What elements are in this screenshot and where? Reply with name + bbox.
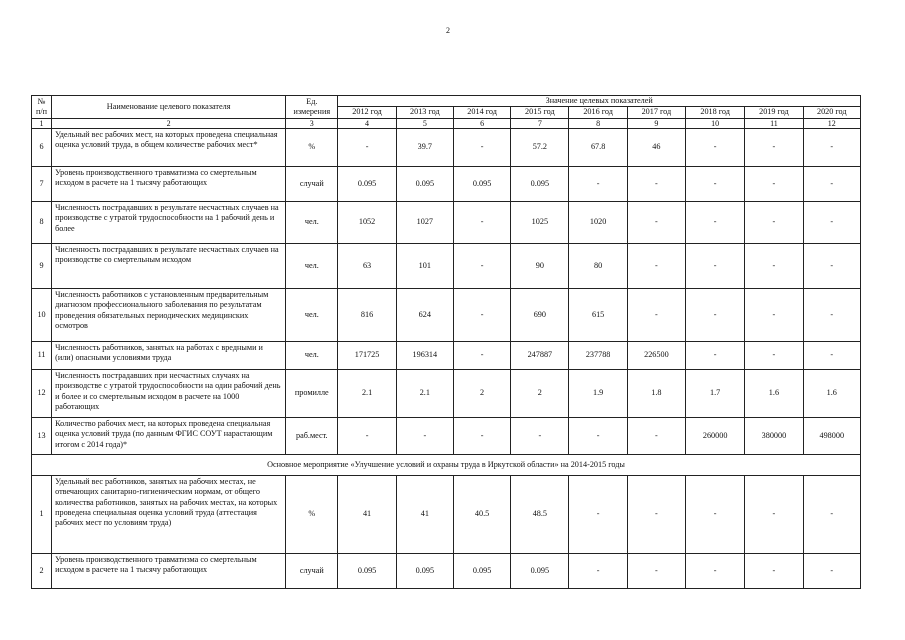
value-cell: - — [569, 553, 627, 588]
header-num: № п/п — [32, 96, 52, 119]
value-cell: - — [803, 243, 860, 288]
value-cell: - — [627, 553, 685, 588]
value-cell: - — [803, 128, 860, 166]
value-cell: 171725 — [338, 341, 396, 369]
value-cell: - — [453, 128, 510, 166]
table-row — [32, 201, 861, 243]
page-number: 2 — [446, 26, 450, 35]
section-row — [32, 454, 861, 475]
indicator-name: Численность пострадавших в результате несчастных случаев на производстве со смертельным исходом — [52, 243, 286, 288]
value-cell: - — [803, 201, 860, 243]
header-name: Наименование целевого показателя — [52, 96, 286, 119]
value-cell: 41 — [396, 475, 453, 553]
unit: чел. — [286, 288, 338, 341]
value-cell: 1052 — [338, 201, 396, 243]
row-number: 2 — [32, 553, 52, 588]
row-number: 8 — [32, 201, 52, 243]
value-cell: 380000 — [745, 417, 803, 454]
value-cell: - — [338, 417, 396, 454]
value-cell: 63 — [338, 243, 396, 288]
row-number: 11 — [32, 341, 52, 369]
column-number: 8 — [569, 118, 627, 128]
indicator-name: Уровень производственного травматизма со смертельным исходом в расчете на 1 тысячу работающих — [52, 553, 286, 588]
header-year: 2014 год — [453, 107, 510, 118]
row-number: 13 — [32, 417, 52, 454]
value-cell: 46 — [627, 128, 685, 166]
indicator-name: Удельный вес работников, занятых на рабочих местах, не отвечающих санитарно-гигиеническим нормам, от общего количества работников, занятых на рабочих местах, на которых проведена специальная оценка условий труда (аттестация рабочих мест по условиям труда) — [52, 475, 286, 553]
value-cell: 0.095 — [511, 553, 569, 588]
column-number: 1 — [32, 118, 52, 128]
header-year: 2016 год — [569, 107, 627, 118]
value-cell: 1025 — [511, 201, 569, 243]
column-number: 10 — [686, 118, 745, 128]
value-cell: 0.095 — [396, 166, 453, 201]
value-cell: 0.095 — [511, 166, 569, 201]
indicator-name: Численность пострадавших при несчастных случаях на производстве с утратой трудоспособности на один рабочий день и более и со смертельным исходом в расчете на 1000 работающих — [52, 369, 286, 417]
header-year: 2019 год — [745, 107, 803, 118]
value-cell: 690 — [511, 288, 569, 341]
value-cell: - — [569, 166, 627, 201]
unit: чел. — [286, 341, 338, 369]
value-cell: - — [745, 128, 803, 166]
value-cell: 2 — [453, 369, 510, 417]
row-number: 1 — [32, 475, 52, 553]
value-cell: 0.095 — [338, 553, 396, 588]
value-cell: - — [803, 166, 860, 201]
value-cell: - — [686, 243, 745, 288]
value-cell: 615 — [569, 288, 627, 341]
value-cell: - — [686, 166, 745, 201]
value-cell: 1.6 — [803, 369, 860, 417]
value-cell: 67.8 — [569, 128, 627, 166]
target-indicators-table — [31, 95, 861, 589]
value-cell: 237788 — [569, 341, 627, 369]
value-cell: 2 — [511, 369, 569, 417]
column-number: 5 — [396, 118, 453, 128]
header-year: 2012 год — [338, 107, 396, 118]
value-cell: - — [803, 553, 860, 588]
table-row — [32, 128, 861, 166]
column-number: 3 — [286, 118, 338, 128]
row-number: 12 — [32, 369, 52, 417]
indicator-name: Уровень производственного травматизма со смертельным исходом в расчете на 1 тысячу работающих — [52, 166, 286, 201]
unit: промилле — [286, 369, 338, 417]
column-number: 9 — [627, 118, 685, 128]
value-cell: 0.095 — [453, 166, 510, 201]
column-number: 2 — [52, 118, 286, 128]
table-row — [32, 417, 861, 454]
value-cell: 2.1 — [338, 369, 396, 417]
section-title: Основное мероприятие «Улучшение условий и охраны труда в Иркутской области» на 2014-2015 годы — [32, 454, 861, 475]
header-year: 2020 год — [803, 107, 860, 118]
value-cell: 0.095 — [453, 553, 510, 588]
value-cell: 624 — [396, 288, 453, 341]
value-cell: 101 — [396, 243, 453, 288]
value-cell: 90 — [511, 243, 569, 288]
value-cell: 1.9 — [569, 369, 627, 417]
value-cell: - — [745, 341, 803, 369]
value-cell: - — [453, 341, 510, 369]
table-row — [32, 166, 861, 201]
value-cell: 1.8 — [627, 369, 685, 417]
column-number: 7 — [511, 118, 569, 128]
unit: % — [286, 475, 338, 553]
value-cell: - — [745, 243, 803, 288]
unit: случай — [286, 166, 338, 201]
value-cell: - — [338, 128, 396, 166]
value-cell: 247887 — [511, 341, 569, 369]
value-cell: - — [686, 288, 745, 341]
value-cell: - — [745, 288, 803, 341]
value-cell: - — [453, 243, 510, 288]
value-cell: - — [745, 553, 803, 588]
table-row — [32, 475, 861, 553]
value-cell: - — [627, 417, 685, 454]
value-cell: - — [686, 128, 745, 166]
indicator-name: Удельный вес рабочих мест, на которых проведена специальная оценка условий труда, в общем количестве рабочих мест* — [52, 128, 286, 166]
value-cell: - — [569, 417, 627, 454]
table-row — [32, 553, 861, 588]
value-cell: 80 — [569, 243, 627, 288]
header-year: 2017 год — [627, 107, 685, 118]
value-cell: - — [453, 417, 510, 454]
value-cell: 1027 — [396, 201, 453, 243]
row-number: 10 — [32, 288, 52, 341]
value-cell: - — [686, 341, 745, 369]
value-cell: 1.6 — [745, 369, 803, 417]
value-cell: - — [453, 288, 510, 341]
value-cell: - — [396, 417, 453, 454]
header-unit: Ед. измерения — [286, 96, 338, 119]
value-cell: 1.7 — [686, 369, 745, 417]
value-cell: - — [569, 475, 627, 553]
value-cell: 196314 — [396, 341, 453, 369]
table-row — [32, 341, 861, 369]
value-cell: - — [686, 475, 745, 553]
value-cell: - — [803, 341, 860, 369]
column-number: 6 — [453, 118, 510, 128]
header-year: 2018 год — [686, 107, 745, 118]
value-cell: - — [686, 201, 745, 243]
value-cell: 40.5 — [453, 475, 510, 553]
value-cell: 48.5 — [511, 475, 569, 553]
value-cell: - — [803, 288, 860, 341]
value-cell: 498000 — [803, 417, 860, 454]
value-cell: - — [511, 417, 569, 454]
row-number: 6 — [32, 128, 52, 166]
value-cell: 2.1 — [396, 369, 453, 417]
value-cell: - — [627, 166, 685, 201]
value-cell: 1020 — [569, 201, 627, 243]
header-year: 2015 год — [511, 107, 569, 118]
value-cell: - — [627, 288, 685, 341]
value-cell: 0.095 — [338, 166, 396, 201]
unit: чел. — [286, 243, 338, 288]
indicator-name: Количество рабочих мест, на которых проведена специальная оценка условий труда (по данным ФГИС СОУТ нарастающим итогом с 2014 года)* — [52, 417, 286, 454]
table-row — [32, 369, 861, 417]
table-row — [32, 243, 861, 288]
value-cell: - — [745, 201, 803, 243]
value-cell: 260000 — [686, 417, 745, 454]
row-number: 9 — [32, 243, 52, 288]
indicator-name: Численность работников, занятых на работах с вредными и (или) опасными условиями труда — [52, 341, 286, 369]
row-number: 7 — [32, 166, 52, 201]
value-cell: - — [803, 475, 860, 553]
value-cell: - — [686, 553, 745, 588]
value-cell: 816 — [338, 288, 396, 341]
header-year: 2013 год — [396, 107, 453, 118]
value-cell: 41 — [338, 475, 396, 553]
header-values-group: Значение целевых показателей — [338, 96, 861, 107]
value-cell: - — [627, 475, 685, 553]
value-cell: - — [627, 243, 685, 288]
value-cell: 57.2 — [511, 128, 569, 166]
column-number: 4 — [338, 118, 396, 128]
indicator-name: Численность работников с установленным предварительным диагнозом профессионального заболевания по результатам проведения обязательных периодических медицинских осмотров — [52, 288, 286, 341]
value-cell: - — [745, 475, 803, 553]
value-cell: 39.7 — [396, 128, 453, 166]
value-cell: - — [745, 166, 803, 201]
unit: раб.мест. — [286, 417, 338, 454]
unit: чел. — [286, 201, 338, 243]
indicator-name: Численность пострадавших в результате несчастных случаев на производстве с утратой трудоспособности на 1 рабочий день и более — [52, 201, 286, 243]
value-cell: - — [627, 201, 685, 243]
unit: случай — [286, 553, 338, 588]
column-number: 11 — [745, 118, 803, 128]
value-cell: 0.095 — [396, 553, 453, 588]
table-row — [32, 288, 861, 341]
column-number: 12 — [803, 118, 860, 128]
unit: % — [286, 128, 338, 166]
value-cell: - — [453, 201, 510, 243]
value-cell: 226500 — [627, 341, 685, 369]
